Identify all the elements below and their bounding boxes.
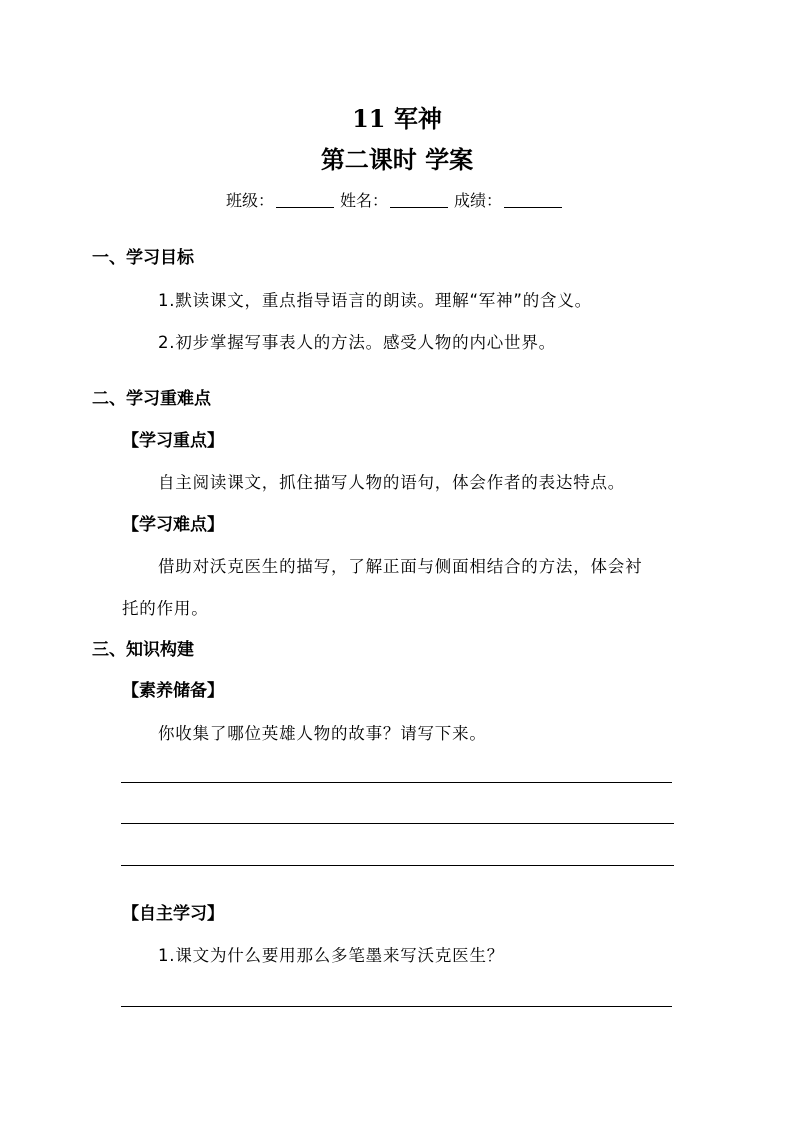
score-label: 成绩： bbox=[454, 191, 503, 210]
answer-line[interactable] bbox=[121, 1006, 672, 1007]
section-heading-knowledge: 三、知识构建 bbox=[92, 640, 194, 660]
name-blank[interactable] bbox=[390, 207, 448, 208]
lesson-title: 11 军神 bbox=[352, 104, 442, 133]
difficult-point-label: 【学习难点】 bbox=[122, 515, 224, 535]
class-label: 班级： bbox=[225, 191, 274, 210]
difficult-point-text-line1: 借助对沃克医生的描写，了解正面与侧面相结合的方法，体会衬 bbox=[158, 557, 643, 576]
answer-line[interactable] bbox=[121, 823, 674, 824]
class-blank[interactable] bbox=[276, 207, 334, 208]
score-blank[interactable] bbox=[504, 207, 562, 208]
key-point-text: 自主阅读课文，抓住描写人物的语句，体会作者的表达特点。 bbox=[158, 473, 626, 492]
section-heading-key-points: 二、学习重难点 bbox=[92, 389, 211, 409]
goal-item-2: 2.初步掌握写事表人的方法。感受人物的内心世界。 bbox=[158, 333, 556, 352]
lesson-subtitle: 第二课时 学案 bbox=[320, 145, 474, 174]
answer-line[interactable] bbox=[121, 865, 674, 866]
self-study-label: 【自主学习】 bbox=[122, 904, 224, 924]
student-info-row bbox=[0, 190, 794, 212]
key-point-label: 【学习重点】 bbox=[122, 431, 224, 451]
literacy-prep-label: 【素养储备】 bbox=[122, 681, 224, 701]
name-label: 姓名： bbox=[339, 191, 388, 210]
section-heading-goals: 一、学习目标 bbox=[92, 248, 194, 268]
answer-line[interactable] bbox=[121, 782, 672, 783]
difficult-point-text-line2: 托的作用。 bbox=[122, 599, 209, 618]
goal-item-1: 1.默读课文，重点指导语言的朗读。理解“军神”的含义。 bbox=[158, 291, 592, 310]
self-study-question-1: 1.课文为什么要用那么多笔墨来写沃克医生？ bbox=[158, 946, 505, 965]
literacy-prep-question: 你收集了哪位英雄人物的故事？请写下来。 bbox=[158, 724, 487, 743]
